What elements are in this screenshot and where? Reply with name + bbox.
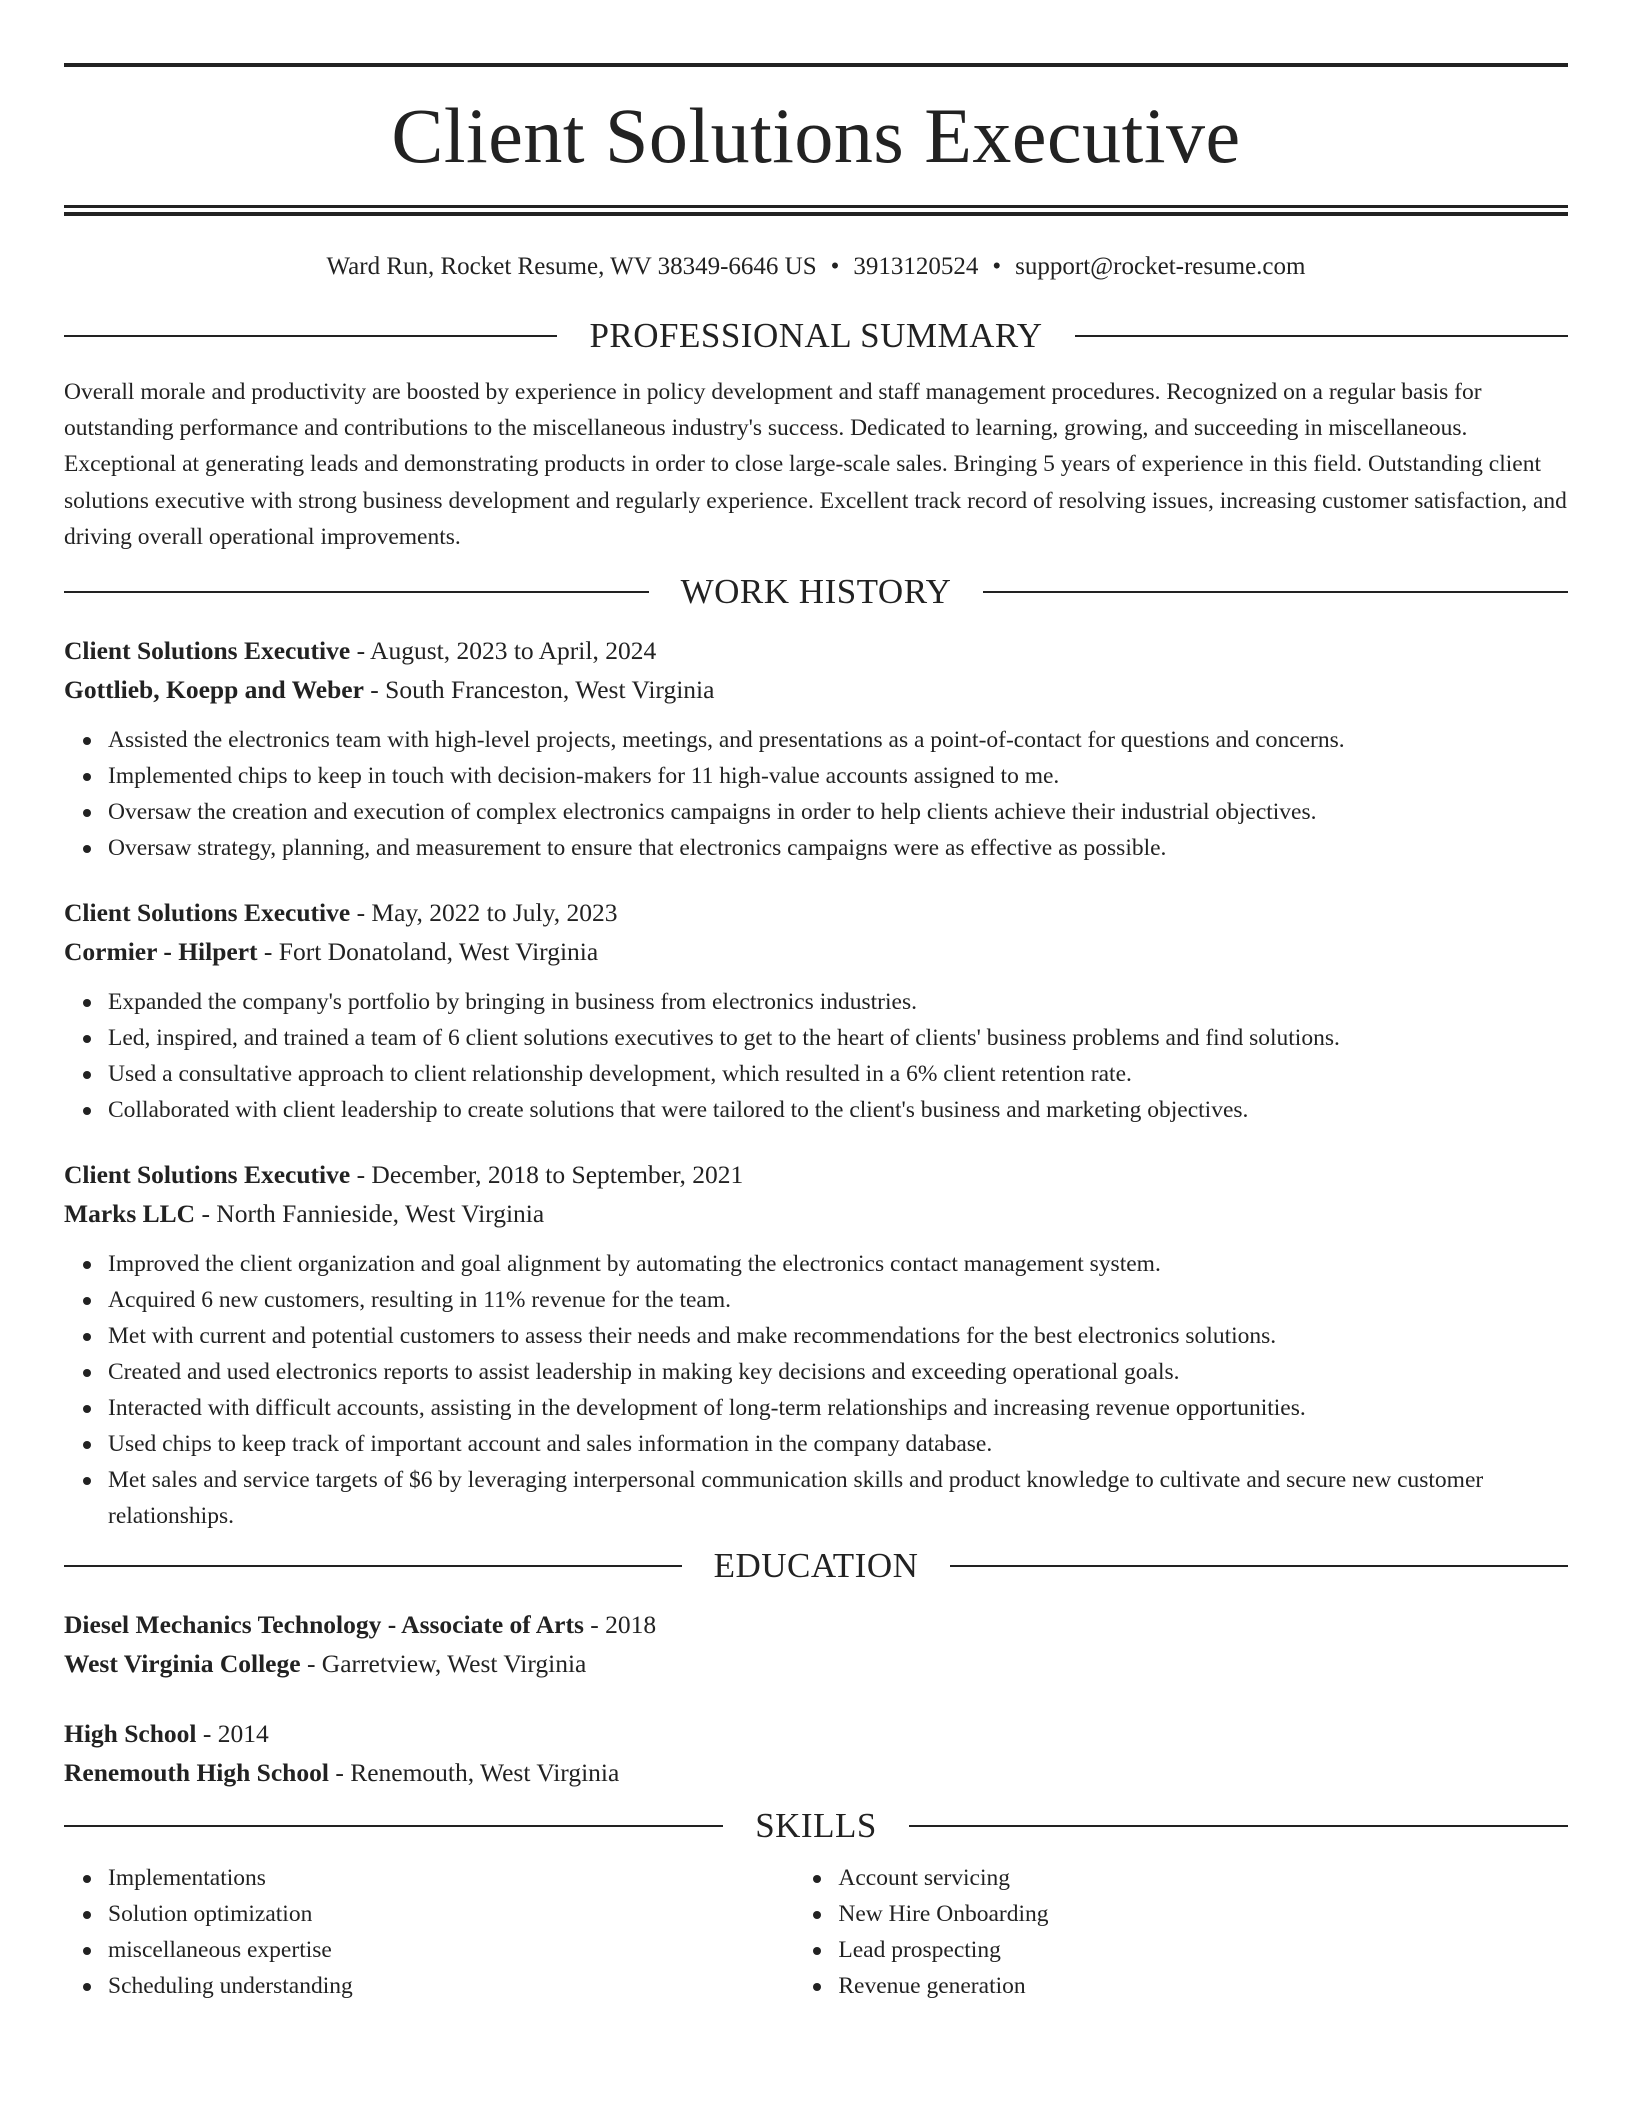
list-item: Met with current and potential customers to assess their needs and make recommendations for the best electronics solutions.	[108, 1318, 1568, 1354]
school-location: - Garretview, West Virginia	[300, 1649, 587, 1679]
list-item: Improved the client organization and goal alignment by automating the electronics contact management system.	[108, 1246, 1568, 1282]
resume-name: Client Solutions Executive	[391, 92, 1241, 179]
contact-line	[64, 249, 1568, 285]
list-item: Interacted with difficult accounts, assisting in the development of long-term relationships and increasing revenue opportunities.	[108, 1390, 1568, 1426]
heading-rule	[909, 1825, 1568, 1827]
school-line	[64, 1753, 1568, 1792]
list-item: Assisted the electronics team with high-level projects, meetings, and presentations as a point-of-contact for questions and concerns.	[108, 722, 1568, 758]
contact-separator: •	[992, 253, 1002, 280]
job-location: - South Franceston, West Virginia	[363, 675, 715, 705]
list-item: Solution optimization	[108, 1896, 794, 1932]
job-title-line	[64, 1155, 1568, 1194]
education-entry	[64, 1605, 1568, 1683]
job-bullets	[64, 984, 1568, 1128]
job-company-line	[64, 1194, 1568, 1233]
degree-line	[64, 1714, 1568, 1753]
section-heading-work	[64, 570, 1568, 614]
school-line	[64, 1644, 1568, 1683]
list-item: Expanded the company's portfolio by bringing in business from electronics industries.	[108, 984, 1568, 1020]
contact-email[interactable]: support@rocket-resume.com	[1015, 253, 1306, 280]
list-item: Oversaw strategy, planning, and measurement to ensure that electronics campaigns were as effective as possible.	[108, 830, 1568, 866]
heading-rule	[983, 591, 1568, 593]
heading-rule	[64, 1825, 723, 1827]
job-company: Marks LLC	[64, 1199, 196, 1229]
heading-rule	[1075, 335, 1568, 337]
job-dates: - December, 2018 to September, 2021	[350, 1160, 744, 1190]
list-item: Created and used electronics reports to assist leadership in making key decisions and exceeding operational goals.	[108, 1354, 1568, 1390]
section-title: EDUCATION	[713, 1546, 919, 1586]
header-top-rule	[64, 63, 1568, 67]
skills-list	[64, 1860, 1568, 2004]
heading-rule	[950, 1565, 1568, 1567]
section-title: PROFESSIONAL SUMMARY	[589, 316, 1043, 355]
job-dates: - August, 2023 to April, 2024	[350, 636, 657, 666]
job-company-line	[64, 932, 1568, 971]
job-bullets	[64, 722, 1568, 866]
section-heading-education	[64, 1544, 1568, 1588]
job-title: Client Solutions Executive	[64, 898, 351, 928]
section-heading-summary	[64, 314, 1568, 358]
list-item: Implementations	[108, 1860, 794, 1896]
section-title: SKILLS	[755, 1806, 877, 1846]
degree-year: - 2018	[583, 1610, 657, 1640]
list-item: Used chips to keep track of important account and sales information in the company database.	[108, 1426, 1568, 1462]
school: West Virginia College	[64, 1649, 301, 1679]
list-item: Acquired 6 new customers, resulting in 11% revenue for the team.	[108, 1282, 1568, 1318]
job-entry	[64, 893, 1568, 1128]
list-item: Oversaw the creation and execution of complex electronics campaigns in order to help clients achieve their industrial objectives.	[108, 794, 1568, 830]
job-location: - Fort Donatoland, West Virginia	[257, 937, 599, 967]
degree: High School	[64, 1719, 197, 1749]
job-title-line	[64, 893, 1568, 932]
school: Renemouth High School	[64, 1758, 329, 1788]
list-item: Led, inspired, and trained a team of 6 client solutions executives to get to the heart of clients' business problems and find solutions.	[108, 1020, 1568, 1056]
skills-column-right	[794, 1860, 1568, 2004]
list-item: miscellaneous expertise	[108, 1932, 794, 1968]
list-item: Revenue generation	[838, 1968, 1568, 2004]
contact-separator: •	[830, 253, 840, 280]
header-double-rule	[64, 205, 1568, 216]
section-title: WORK HISTORY	[680, 572, 952, 612]
job-entry	[64, 1155, 1568, 1534]
job-location: - North Fannieside, West Virginia	[195, 1199, 545, 1229]
job-title: Client Solutions Executive	[64, 1160, 351, 1190]
job-entry	[64, 631, 1568, 866]
summary-text: Overall morale and productivity are boosted by experience in policy development and staff management procedures. Recognized on a regular basis for outstanding performance and contributions to the miscellaneous industry's success. Dedicated to learning, growing, and succeeding in miscellaneous. Exceptional at generating leads and demonstrating products in order to close large-scale sales. Bringing 5 years of experience in this field. Outstanding client solutions executive with strong business development and regularly experience. Excellent track record of resolving issues, increasing customer satisfaction, and driving overall operational improvements.	[64, 379, 1567, 550]
education-entry	[64, 1714, 1568, 1792]
job-dates: - May, 2022 to July, 2023	[350, 898, 618, 928]
contact-address: Ward Run, Rocket Resume, WV 38349-6646 US	[326, 253, 817, 280]
skills-column-left	[64, 1860, 794, 2004]
list-item: Account servicing	[838, 1860, 1568, 1896]
school-location: - Renemouth, West Virginia	[328, 1758, 620, 1788]
contact-phone: 3913120524	[853, 253, 979, 280]
list-item: Collaborated with client leadership to create solutions that were tailored to the client's business and marketing objectives.	[108, 1092, 1568, 1128]
heading-rule	[64, 335, 557, 337]
list-item: Implemented chips to keep in touch with decision-makers for 11 high-value accounts assigned to me.	[108, 758, 1568, 794]
job-title-line	[64, 631, 1568, 670]
job-company: Cormier - Hilpert	[64, 937, 258, 967]
heading-rule	[64, 1565, 682, 1567]
list-item: Used a consultative approach to client relationship development, which resulted in a 6% client retention rate.	[108, 1056, 1568, 1092]
job-title: Client Solutions Executive	[64, 636, 351, 666]
job-company-line	[64, 670, 1568, 709]
degree: Diesel Mechanics Technology - Associate of Arts	[64, 1610, 584, 1640]
job-bullets	[64, 1246, 1568, 1534]
list-item: Scheduling understanding	[108, 1968, 794, 2004]
job-company: Gottlieb, Koepp and Weber	[64, 675, 364, 705]
degree-line	[64, 1605, 1568, 1644]
degree-year: - 2014	[196, 1719, 269, 1749]
list-item: Met sales and service targets of $6 by leveraging interpersonal communication skills and product knowledge to cultivate and secure new customer relationships.	[108, 1462, 1568, 1534]
list-item: New Hire Onboarding	[838, 1896, 1568, 1932]
list-item: Lead prospecting	[838, 1932, 1568, 1968]
section-heading-skills	[64, 1804, 1568, 1848]
heading-rule	[64, 591, 649, 593]
